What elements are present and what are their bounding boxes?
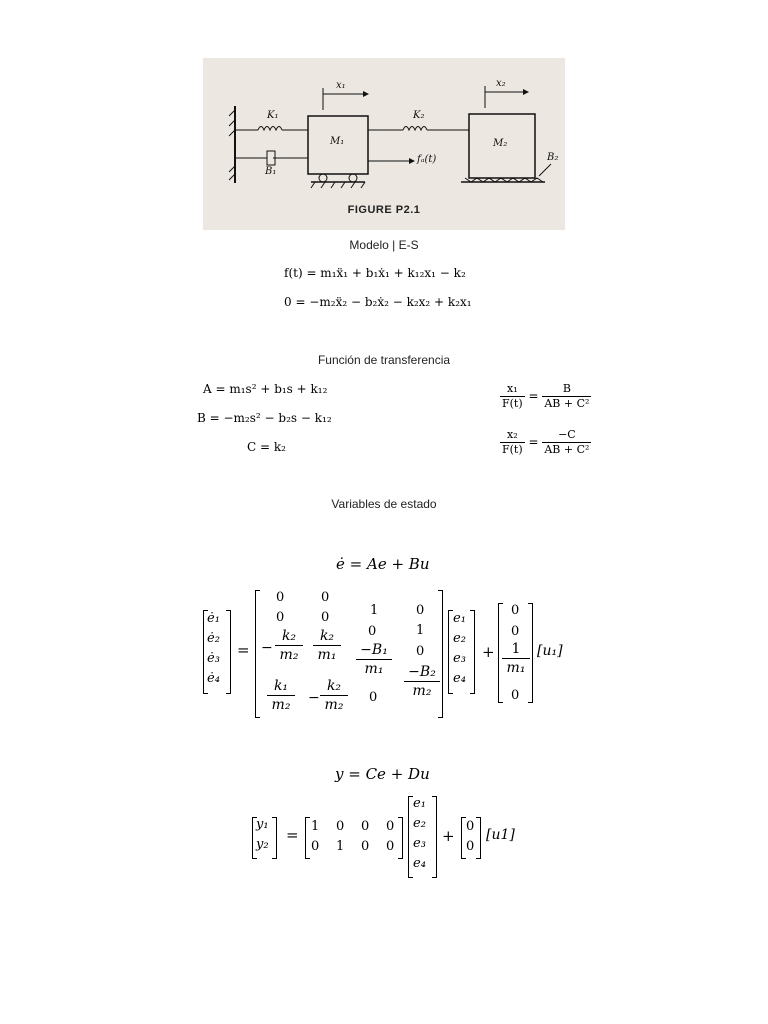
bvec-3-num: 1 bbox=[502, 640, 530, 659]
tf2-rnum: −C bbox=[542, 428, 591, 443]
a-r3c4-top: 1 bbox=[416, 623, 425, 638]
lhs-e3: ė₃ bbox=[207, 651, 220, 666]
d-right-bracket bbox=[476, 817, 481, 859]
bvec-1: 0 bbox=[511, 603, 520, 618]
a-r4c2-sign: − bbox=[308, 690, 320, 706]
model-eq-2: 0 = −m₂ẍ₂ − b₂ẋ₂ − k₂x₂ + k₂x₁ bbox=[284, 295, 472, 309]
output-equation-title: y = Ce + Du bbox=[335, 765, 430, 783]
y-vec-2: y₂ bbox=[256, 837, 269, 852]
e-out-3: e₃ bbox=[413, 836, 426, 851]
a-r4c2-num: k₂ bbox=[320, 677, 348, 696]
m2-label: M₂ bbox=[493, 138, 508, 149]
e-out-right-bracket bbox=[432, 796, 437, 878]
c-r2c1: 0 bbox=[311, 839, 320, 854]
m1-label: M₁ bbox=[330, 136, 345, 147]
x1-label: x₁ bbox=[336, 80, 346, 91]
tf2-rden: AB + C² bbox=[544, 443, 590, 456]
a-r4c4-num: −B₂ bbox=[404, 663, 440, 682]
a-r2c2: 0 bbox=[321, 610, 330, 625]
y-vec-1: y₁ bbox=[256, 817, 269, 832]
a-r3c1-den: m₂ bbox=[279, 647, 299, 663]
output-plus: + bbox=[442, 827, 455, 845]
heading-transfer: Función de transferencia bbox=[317, 353, 451, 367]
tf1-rnum: B bbox=[542, 382, 591, 397]
lhs-e1: ė₁ bbox=[207, 611, 220, 626]
lhs-e4: ė₄ bbox=[207, 671, 220, 686]
force-label: fₐ(t) bbox=[417, 154, 437, 165]
c-r1c2: 0 bbox=[336, 819, 345, 834]
e-out-2: e₂ bbox=[413, 816, 426, 831]
a-r3c2-den: m₁ bbox=[317, 647, 337, 663]
a-r3c2-num: k₂ bbox=[313, 627, 341, 646]
tf1-den: F(t) bbox=[502, 397, 523, 410]
heading-model: Modelo | E-S bbox=[349, 238, 419, 252]
state-equals: = bbox=[237, 641, 250, 659]
transfer-b: B = −m₂s² − b₂s − k₁₂ bbox=[197, 411, 332, 425]
a-r3c4: 0 bbox=[416, 644, 425, 659]
c-r2c4: 0 bbox=[386, 839, 395, 854]
lhs-e2: ė₂ bbox=[207, 631, 220, 646]
a-r4c1-den: m₂ bbox=[271, 697, 291, 713]
k2-label: K₂ bbox=[413, 110, 425, 121]
a-r2c3: 1 bbox=[370, 603, 379, 618]
a-r4c3: 0 bbox=[369, 690, 378, 705]
bvec-3-den: m₁ bbox=[506, 660, 526, 676]
bvec-4: 0 bbox=[511, 688, 520, 703]
c-r1c4: 0 bbox=[386, 819, 395, 834]
a-r1c2: 0 bbox=[321, 590, 330, 605]
tf1-equals: = bbox=[528, 389, 539, 403]
k1-label: K₁ bbox=[267, 110, 279, 121]
a-r4c1-num: k₁ bbox=[267, 677, 295, 696]
y-right-bracket bbox=[272, 817, 277, 859]
bvec-2: 0 bbox=[511, 624, 520, 639]
heading-state: Variables de estado bbox=[331, 497, 437, 511]
c-r2c2: 1 bbox=[336, 839, 345, 854]
c-left-bracket bbox=[305, 817, 310, 859]
a-r1c1: 0 bbox=[276, 590, 285, 605]
state-equation-title: ė = Ae + Bu bbox=[336, 555, 430, 573]
u-vector: [u₁] bbox=[537, 643, 563, 659]
tf2-equals: = bbox=[528, 435, 539, 449]
tf1-num: x₁ bbox=[500, 382, 525, 397]
a-r2c1: 0 bbox=[276, 610, 285, 625]
output-equals: = bbox=[286, 826, 299, 844]
c-r2c3: 0 bbox=[361, 839, 370, 854]
x2-label: x₂ bbox=[496, 78, 506, 89]
e-out-1: e₁ bbox=[413, 796, 426, 811]
c-r1c3: 0 bbox=[361, 819, 370, 834]
d-vec-2: 0 bbox=[466, 839, 475, 854]
a-r4c4-den: m₂ bbox=[412, 683, 432, 699]
a-r3c1-num: k₂ bbox=[275, 627, 303, 646]
tf2-num: x₂ bbox=[500, 428, 525, 443]
a-r3c3-den: m₁ bbox=[364, 661, 384, 677]
e-vec-1: e₁ bbox=[453, 611, 466, 626]
state-plus: + bbox=[482, 643, 495, 661]
a-r3c3-top: 0 bbox=[368, 624, 377, 639]
e-vec-4: e₄ bbox=[453, 671, 466, 686]
tf1-rden: AB + C² bbox=[544, 397, 590, 410]
a-r2c4: 0 bbox=[416, 603, 425, 618]
a-r4c2-den: m₂ bbox=[324, 697, 344, 713]
transfer-a: A = m₁s² + b₁s + k₁₂ bbox=[203, 382, 328, 396]
e-vec-3: e₃ bbox=[453, 651, 466, 666]
model-eq-1: f(t) = m₁ẍ₁ + b₁ẋ₁ + k₁₂x₁ − k₂ bbox=[284, 266, 466, 280]
a-r3c1-sign: − bbox=[261, 640, 273, 656]
c-r1c1: 1 bbox=[311, 819, 320, 834]
b2-label: B₂ bbox=[547, 152, 559, 163]
e-out-4: e₄ bbox=[413, 856, 426, 871]
c-right-bracket bbox=[398, 817, 403, 859]
u-out-vector: [u1] bbox=[486, 827, 515, 843]
transfer-c: C = k₂ bbox=[247, 440, 286, 454]
figure-caption: FIGURE P2.1 bbox=[347, 204, 421, 216]
d-vec-1: 0 bbox=[466, 819, 475, 834]
b1-label: B₁ bbox=[265, 166, 277, 177]
tf2-den: F(t) bbox=[502, 443, 523, 456]
a-r3c3-num: −B₁ bbox=[356, 641, 392, 660]
e-vec-2: e₂ bbox=[453, 631, 466, 646]
